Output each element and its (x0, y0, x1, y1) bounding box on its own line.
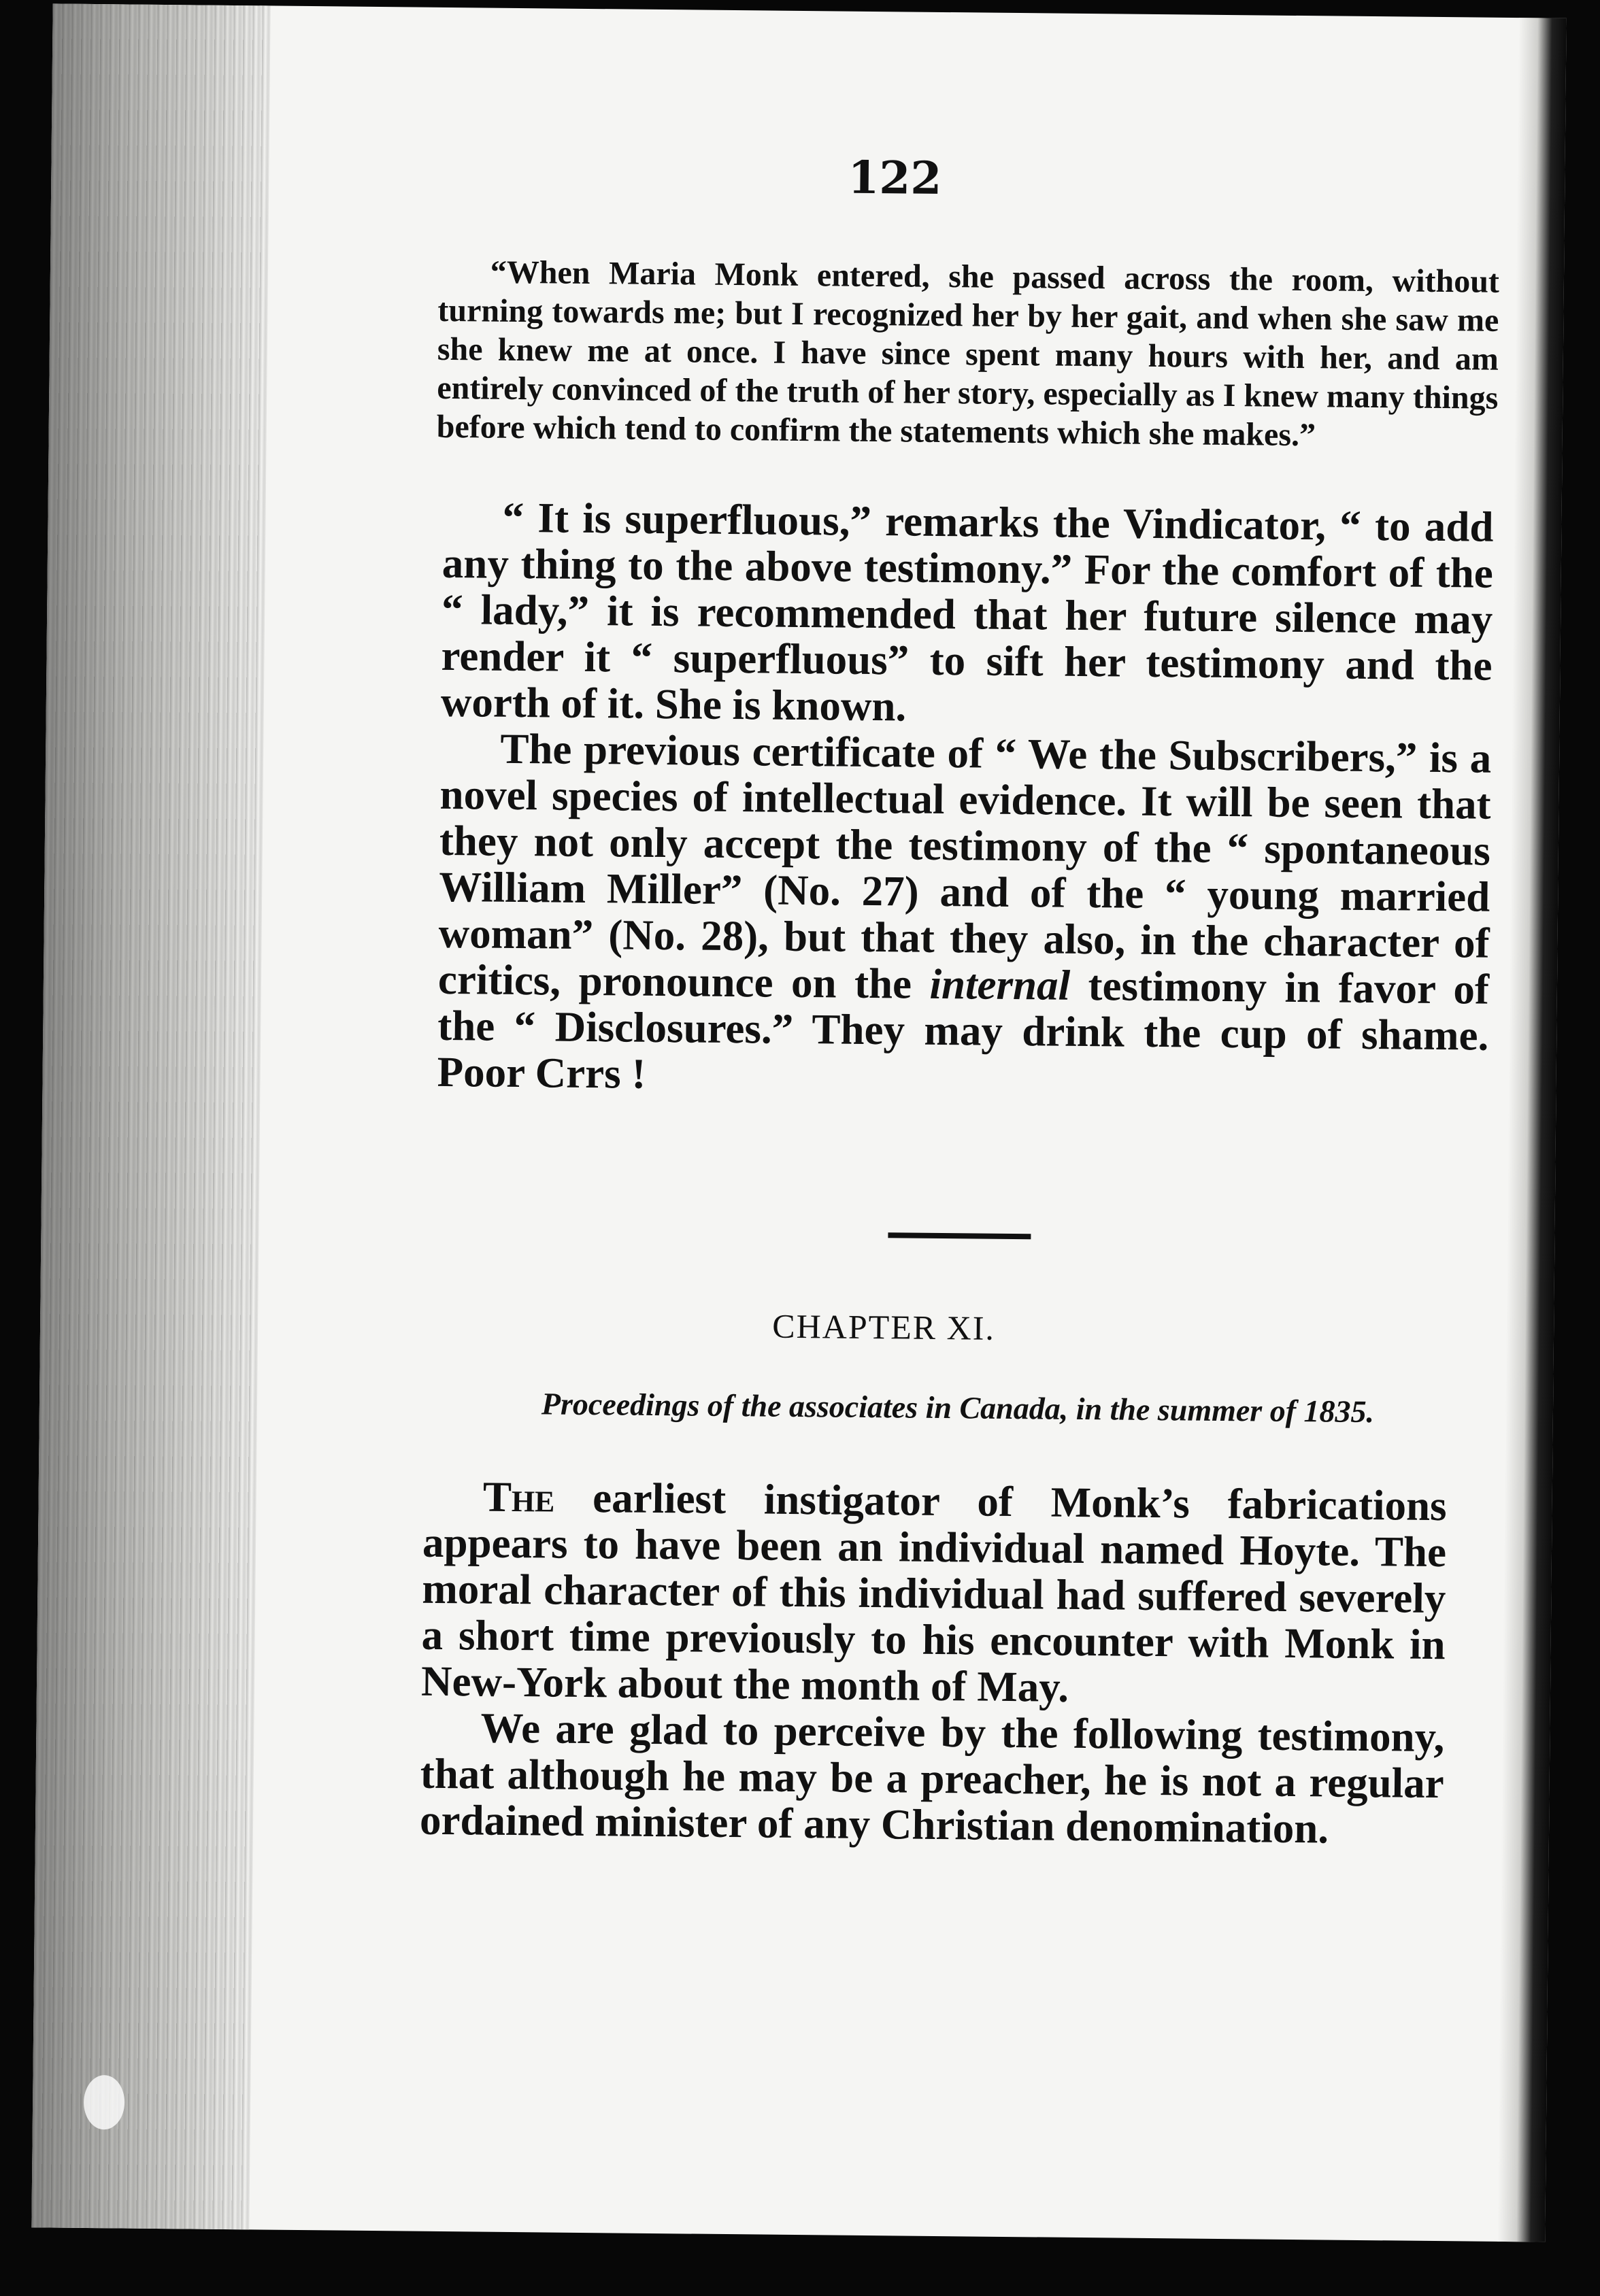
paragraph-subscribers (437, 725, 1491, 1105)
chapter-subtitle: Proceedings of the associates in Canada, in the summer of 1835. (541, 1386, 1375, 1430)
paragraph-vindicator: “ It is superfluous,” remarks the Vindicator, “ to add any thing to the above testimony.” For the comfort of the “ lady,” it is recommended that her future silence may render it “ superfluous” to sift her testimony and the worth of it. She is known. (440, 493, 1494, 730)
paragraph-subscribers-text-a: The previous certificate of “ We the Subscribers,” is a novel species of intellectual evidence. It will be seen that they not only accept the testimony of the “ spontaneous William Miller” (No. 27) and of the “ young married woman” (No. 28), but that they also, in the character of critics, pronounce on the (437, 724, 1492, 1008)
book-gutter (31, 3, 270, 2229)
page-number: 122 (848, 150, 942, 205)
paragraph-testimony: We are glad to perceive by the following testimony, that although he may be a preacher, he is not a regular ordained minister of any Christian denomination. (419, 1704, 1445, 1853)
quoted-testimony: “When Maria Monk entered, she passed across the room, without turning towards me; but I recognized her by her gait, and when she saw me she knew me at once. I have since spent many hours with her, and am entirely convinced of the truth of her story, especially as I knew many things before which tend to confirm the statements which she makes.” (436, 254, 1500, 454)
chapter-heading: CHAPTER XI. (772, 1306, 996, 1347)
section-divider (888, 1232, 1031, 1239)
page-edge (1497, 18, 1566, 2242)
paragraph-lead-word: The (482, 1472, 555, 1521)
italic-word: internal (929, 960, 1071, 1009)
body-text-top (437, 494, 1493, 1105)
paragraph-hoyte (421, 1473, 1447, 1714)
paragraph-subscribers-text-b: testimony in favor of the “ Disclosures.” They may drink the cup of shame. Poor Crrs ! (437, 961, 1490, 1098)
book-page (31, 3, 1566, 2242)
body-text-chapter (420, 1473, 1447, 1853)
paragraph-hoyte-text: earliest instigator of Monk’s fabrications appears to have been an individual named Hoyte. The moral character of this individual had suffered severely a short time previously to his encounter with Monk in New-York about the month of May. (420, 1473, 1447, 1711)
